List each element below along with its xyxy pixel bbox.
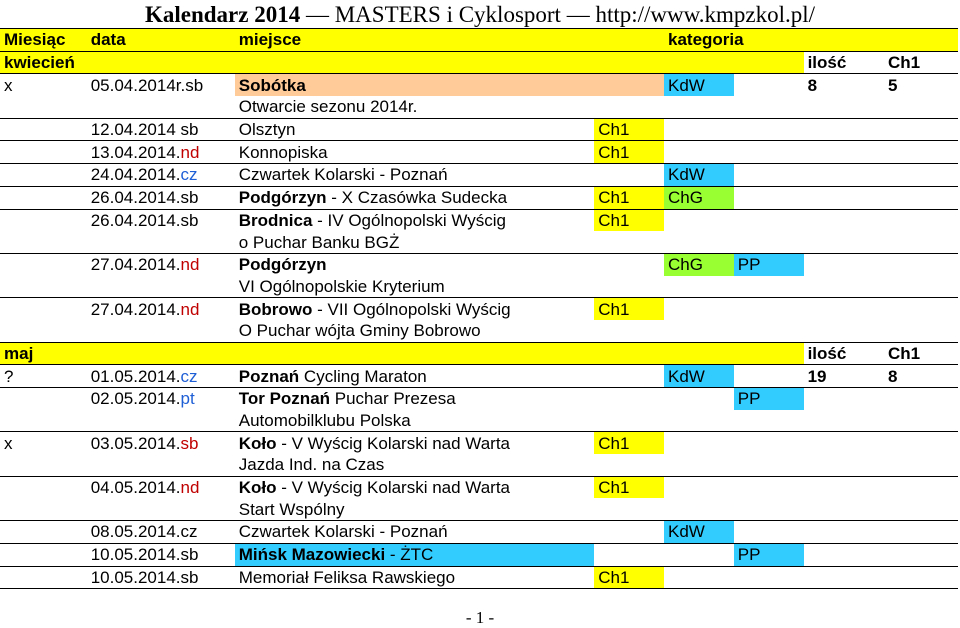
date-text: 02.05.2014. [90,389,181,409]
table-row [0,74,958,96]
table-row [0,276,958,298]
row-place-cont: Automobilklubu Polska [235,410,595,432]
header-category: kategoria [664,29,804,52]
row-place: Sobótka [235,74,595,96]
row-date: 08.05.2014.cz [87,521,235,544]
table-row [0,498,958,520]
row-place-cont: Jazda Ind. na Czas [235,454,595,476]
place-name: Koło [238,433,277,453]
row-mark: x [0,74,87,96]
category-ch1: Ch1 [594,566,664,589]
table-row [0,164,958,187]
row-place [235,388,595,410]
day-suffix: pt [180,389,195,409]
title-subtitle: MASTERS i Cyklosport [334,2,561,27]
category-kdw: KdW [664,74,734,96]
table-row [0,118,958,141]
place-detail: Puchar Prezesa [330,389,456,409]
place-detail: Cycling Maraton [299,366,427,386]
table-row [0,253,958,275]
row-date [87,432,235,454]
month-label: kwiecień [0,51,87,74]
row-date: 10.05.2014.sb [87,566,235,589]
row-place-cont: o Puchar Banku BGŻ [235,231,595,253]
month-row-april [0,51,958,74]
row-date: 12.04.2014 sb [87,118,235,141]
row-place-cont: Start Wspólny [235,498,595,520]
date-text: 03.05.2014. [90,433,181,453]
date-text: 24.04.2014. [90,165,181,185]
table-row [0,365,958,388]
row-place [235,543,595,566]
table-row [0,432,958,454]
row-mark: x [0,432,87,454]
header-month: Miesiąc [0,29,87,52]
table-row [0,209,958,231]
place-name: Tor Poznań [238,389,331,409]
ch1-label: Ch1 [884,51,958,74]
place-detail: - V Wyścig Kolarski nad Warta [276,433,511,453]
place-name: Bobrowo [238,299,313,319]
count-label: ilość [804,342,884,365]
date-text: 04.05.2014. [90,478,181,498]
place-name: Brodnica [238,210,313,230]
header-row [0,29,958,52]
row-place: Podgórzyn [235,253,595,275]
row-date [87,476,235,498]
table-row [0,388,958,410]
header-date: data [87,29,235,52]
ch1-label: Ch1 [884,342,958,365]
row-place-cont: VI Ogólnopolskie Kryterium [235,276,595,298]
place-detail: - ŻTC [385,545,434,565]
category-chg: ChG [664,253,734,275]
row-place: Czwartek Kolarski - Poznań [235,164,595,187]
category-pp: PP [734,388,804,410]
row-place: Konnopiska [235,141,595,164]
day-suffix: cz [180,165,198,185]
place-name: Mińsk Mazowiecki [238,545,386,565]
calendar-table [0,28,958,589]
day-suffix: nd [180,255,200,275]
title-main: Kalendarz 2014 [144,2,301,27]
table-row [0,566,958,589]
row-place [235,298,595,320]
place-name: Podgórzyn [238,188,327,208]
row-date: 26.04.2014.sb [87,209,235,231]
row-date [87,164,235,187]
month-row-may [0,342,958,365]
place-detail: - V Wyścig Kolarski nad Warta [276,478,511,498]
place-detail: - IV Ogólnopolski Wyścig [312,210,506,230]
date-text: 13.04.2014. [90,142,181,162]
table-row [0,410,958,432]
table-row [0,476,958,498]
category-kdw: KdW [664,164,734,187]
header-place: miejsce [235,29,595,52]
category-kdw: KdW [664,365,734,388]
page-number: - 1 - [465,608,495,627]
category-ch1: Ch1 [594,298,664,320]
ch1-value: 5 [884,74,958,96]
row-date [87,141,235,164]
category-ch1: Ch1 [594,209,664,231]
row-date: 26.04.2014.sb [87,186,235,209]
ch1-value: 8 [884,365,958,388]
category-chg: ChG [664,186,734,209]
count-value: 8 [804,74,884,96]
count-label: ilość [804,51,884,74]
category-ch1: Ch1 [594,476,664,498]
date-text: 01.05.2014. [90,366,181,386]
row-date [87,365,235,388]
table-row [0,186,958,209]
place-detail: - VII Ogólnopolski Wyścig [312,299,511,319]
table-row [0,96,958,118]
table-row [0,231,958,253]
title-url[interactable]: http://www.kmpzkol.pl/ [595,2,816,27]
category-kdw: KdW [664,521,734,544]
row-date [87,298,235,320]
row-place [235,209,595,231]
table-row [0,454,958,476]
category-ch1: Ch1 [594,186,664,209]
date-text: 27.04.2014. [90,255,181,275]
day-suffix: nd [180,299,200,319]
table-row [0,521,958,544]
row-place [235,432,595,454]
month-label: maj [0,342,87,365]
day-suffix: sb [180,433,199,453]
category-ch1: Ch1 [594,432,664,454]
row-place [235,186,595,209]
place-name: Koło [238,478,277,498]
place-detail: - X Czasówka Sudecka [326,188,508,208]
table-row [0,141,958,164]
row-place-cont: Otwarcie sezonu 2014r. [235,96,595,118]
table-row [0,320,958,342]
count-value: 19 [804,365,884,388]
row-date: 05.04.2014r.sb [87,74,235,96]
day-suffix: cz [180,366,198,386]
place-name: Poznań [238,366,300,386]
row-date [87,253,235,275]
row-place [235,365,595,388]
row-date [87,388,235,410]
date-text: 27.04.2014. [90,299,181,319]
category-pp: PP [734,543,804,566]
row-place [235,476,595,498]
day-suffix: nd [180,142,200,162]
category-ch1: Ch1 [594,141,664,164]
category-pp: PP [734,253,804,275]
row-date: 10.05.2014.sb [87,543,235,566]
table-row [0,543,958,566]
title-dash-2: — [560,2,596,27]
row-place: Czwartek Kolarski - Poznań [235,521,595,544]
page-title [0,2,960,28]
table-row [0,298,958,320]
day-suffix: nd [180,478,200,498]
row-place: Memoriał Feliksa Rawskiego [235,566,595,589]
category-ch1: Ch1 [594,118,664,141]
row-place: Olsztyn [235,118,595,141]
title-dash-1: — [300,2,335,27]
row-mark: ? [0,365,87,388]
row-place-cont: O Puchar wójta Gminy Bobrowo [235,320,595,342]
